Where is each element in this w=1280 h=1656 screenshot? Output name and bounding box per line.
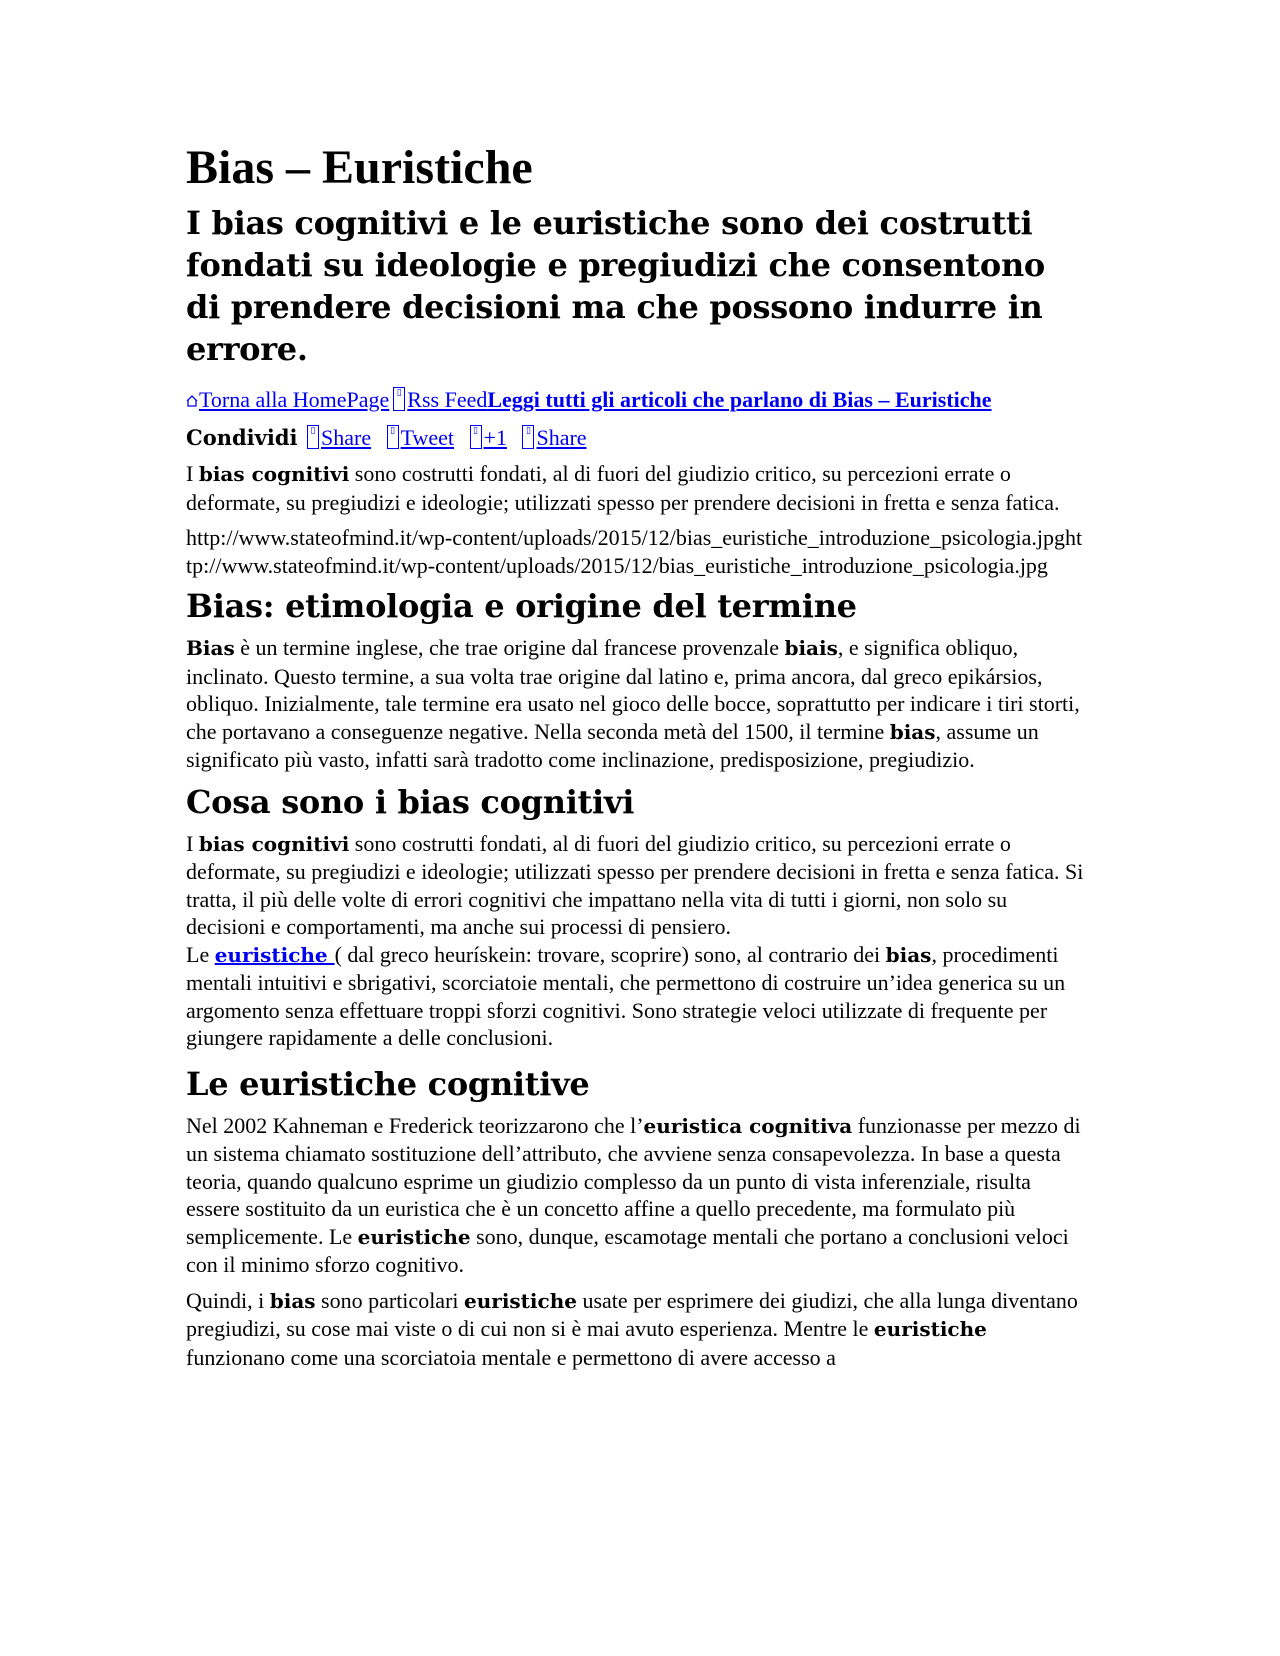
euristiche-paragraph-2: Quindi, i bias sono particolari euristiche usate per esprimere dei giudizi, che alla lunga diventano pregiudizi, su cose mai viste o di cui non si è mai avuto esperienza. Mentre le euristiche funzionano come una scorciatoia mentale e permettono di avere accesso a (186, 1287, 1078, 1370)
twitter-icon: ▯ (387, 425, 399, 449)
facebook-share-button[interactable]: Share (321, 425, 372, 450)
google-plus-icon: ▯ (470, 425, 482, 449)
all-articles-link[interactable]: Leggi tutti gli articoli che parlano di Bias – Euristiche (487, 387, 992, 412)
facebook-icon: ▯ (307, 425, 319, 449)
home-icon (186, 395, 198, 407)
cosa-sono-paragraph: I bias cognitivi sono costrutti fondati, al di fuori del giudizio critico, su percezioni errate o deformate, su pregiudizi e ideologie; utilizzati spesso per prendere decisioni in fretta e senza fatica. Si tratta, il più delle volte di errori cognitivi che impattano nella vita di tutti i giorni, non solo su decisioni e comportamenti, ma anche sui processi di pensiero. Le euristiche ( dal greco heurískein: trovare, scoprire) sono, al contrario dei bias, procedimenti mentali intuitivi e sbrigativi, scorciatoie mentali, che permettono di costruire un’idea generica su un argomento senza effettuare troppi sforzi cognitivi. Sono strategie veloci utilizzate di frequente per giungere rapidamente a delle conclusioni. (186, 830, 1084, 1050)
rss-feed-link[interactable]: Rss Feed (407, 387, 488, 412)
rss-icon: ▯ (393, 387, 405, 411)
linkedin-share-button[interactable]: Share (536, 425, 587, 450)
nav-links (186, 384, 1086, 416)
plus-one-button[interactable]: +1 (483, 425, 507, 450)
page-title: Bias – Euristiche (186, 141, 533, 194)
home-link[interactable]: Torna alla HomePage (186, 387, 389, 412)
image-url-text: http://www.stateofmind.it/wp-content/uploads/2015/12/bias_euristiche_introduzione_psicologia.jpghttp://www.stateofmind.it/wp-content/uploads/2015/12/bias_euristiche_introduzione_psicologia.jpg (186, 525, 1083, 578)
share-label: Condividi (186, 425, 298, 450)
section-heading-cosa-sono: Cosa sono i bias cognitivi (186, 782, 635, 821)
tweet-button[interactable]: Tweet (400, 425, 455, 450)
page-subtitle: I bias cognitivi e le euristiche sono dei costrutti fondati su ideologie e pregiudizi che consentono di prendere decisioni ma che possono indurre in errore. (186, 204, 1045, 368)
euristiche-paragraph-1: Nel 2002 Kahneman e Frederick teorizzarono che l’euristica cognitiva funzionasse per mezzo di un sistema chiamato sostituzione dell’attributo, che avviene senza consapevolezza. In base a questa teoria, quando qualcuno esprime un giudizio complesso da un punto di vista inferenziale, risulta essere sostituito da un euristica che è un concetto affine a quello precedente, ma formulato più semplicemente. Le euristiche sono, dunque, escamotage mentali che portano a conclusioni veloci con il minimo sforzo cognitivo. (186, 1112, 1081, 1277)
euristiche-link[interactable]: euristiche (214, 942, 335, 967)
linkedin-icon: ▯ (522, 425, 534, 449)
section-heading-etimologia: Bias: etimologia e origine del termine (186, 587, 857, 625)
document-page (186, 140, 1086, 1379)
etimologia-paragraph: Bias è un termine inglese, che trae origine dal francese provenzale biais, e significa obliquo, inclinato. Questo termine, a sua volta trae origine dal latino e, prima ancora, dal greco epikársios, obliquo. Inizialmente, tale termine era usato nel gioco delle bocce, soprattutto per indicare i tiri storti, che portavano a conseguenze negative. Nella seconda metà del 1500, il termine bias, assume un significato più vasto, infatti sarà tradotto come inclinazione, predisposizione, pregiudizio. (186, 635, 1080, 772)
intro-paragraph: I bias cognitivi sono costrutti fondati, al di fuori del giudizio critico, su percezioni errate o deformate, su pregiudizi e ideologie; utilizzati spesso per prendere decisioni in fretta e senza fatica. (186, 461, 1060, 515)
section-heading-euristiche: Le euristiche cognitive (186, 1064, 590, 1103)
share-bar (186, 422, 1086, 454)
